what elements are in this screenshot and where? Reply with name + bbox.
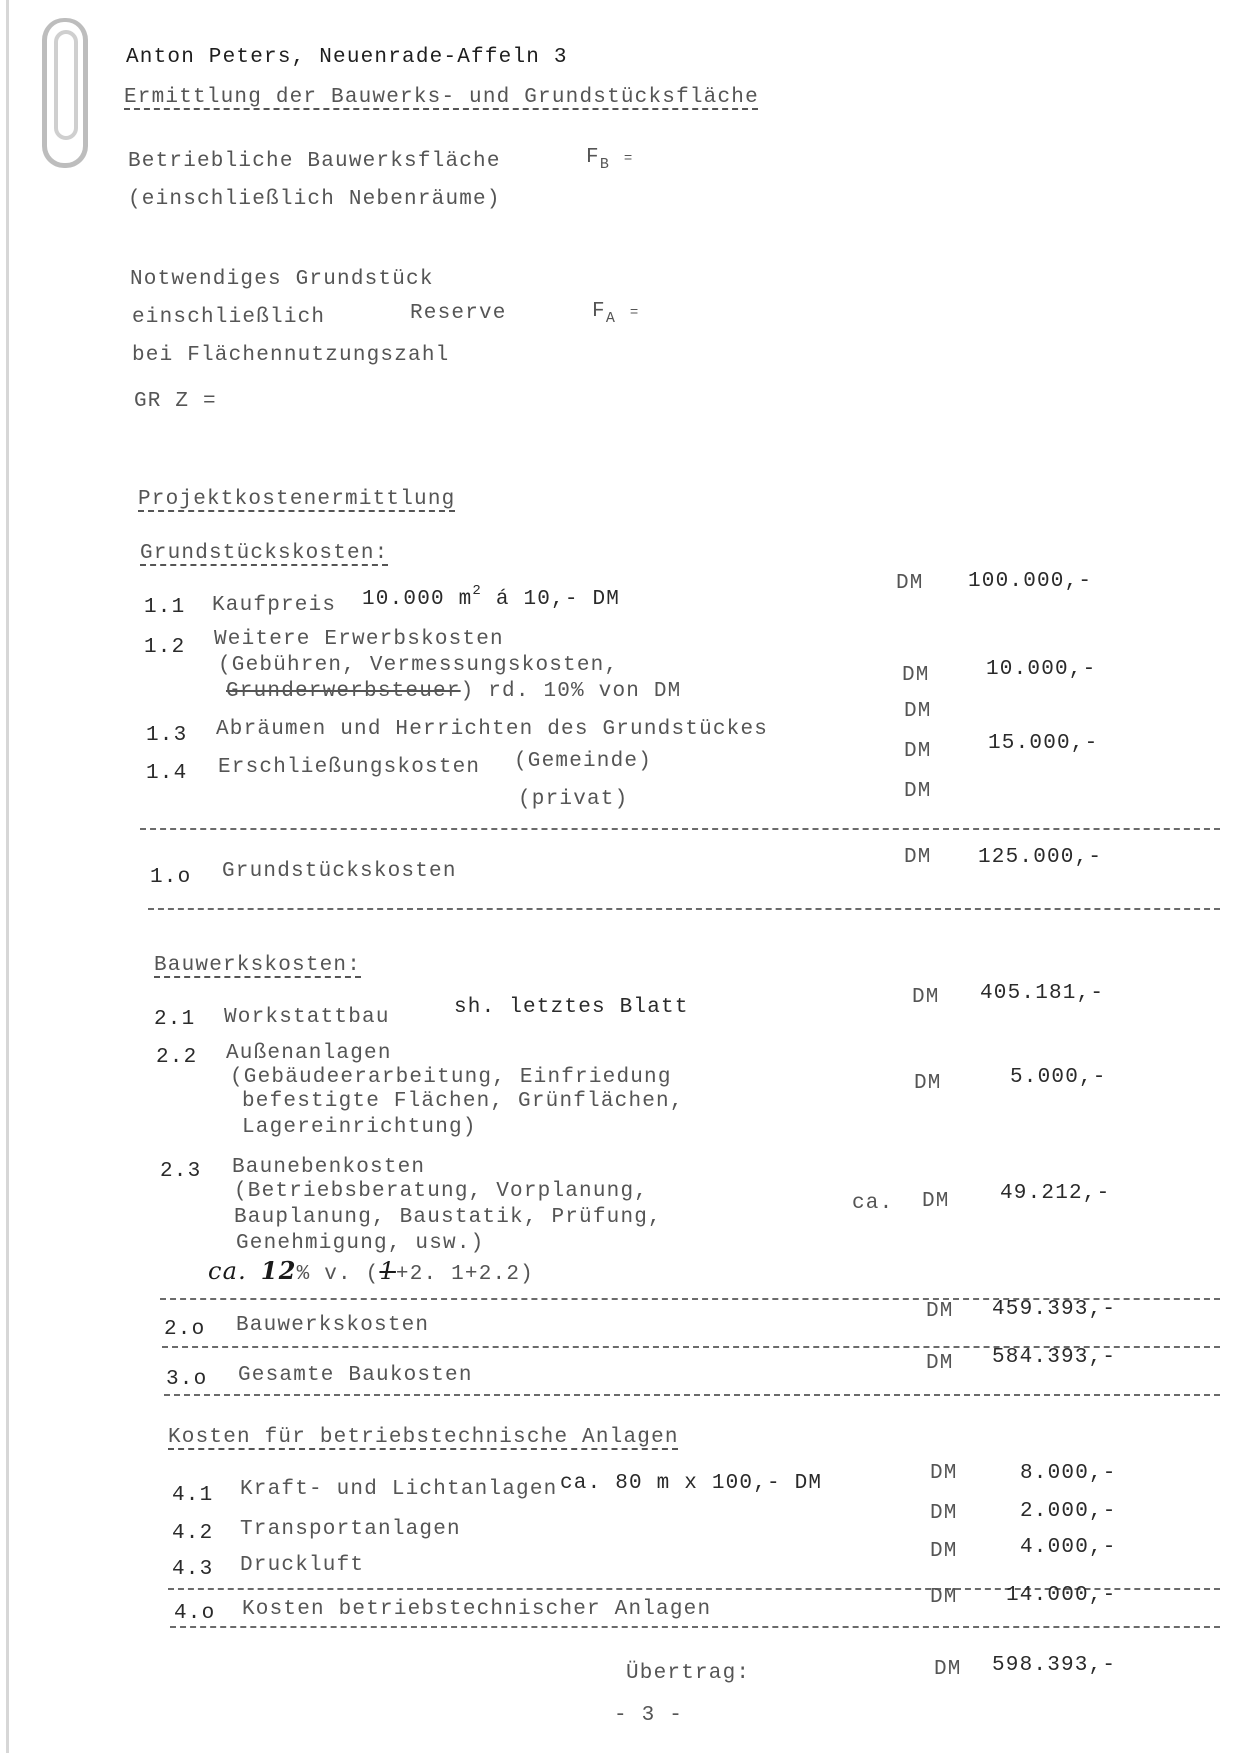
item-1-2-currency: DM <box>902 664 930 687</box>
handwritten-ca: ca. <box>208 1257 247 1285</box>
total-3-currency: DM <box>926 1352 954 1375</box>
total-4-amount: 14.000,- <box>1006 1584 1117 1607</box>
item-2-1-text: Workstattbau <box>224 1006 390 1029</box>
fb-subscript: B <box>599 156 611 173</box>
item-2-2-line3: befestigte Flächen, Grünflächen, <box>242 1090 684 1113</box>
total-1-text: Grundstückskosten <box>222 860 457 883</box>
total-3-number: 3.o <box>166 1368 208 1391</box>
item-1-2-line2: (Gebühren, Vermessungskosten, <box>218 654 619 677</box>
item-2-1-currency: DM <box>912 986 940 1009</box>
item-2-2-line2: (Gebäudeerarbeitung, Einfriedung <box>230 1066 672 1089</box>
item-2-2-amount: 5.000,- <box>1010 1066 1107 1089</box>
item-4-3-number: 4.3 <box>172 1558 214 1581</box>
handwritten-struck-1: 1 <box>379 1257 396 1285</box>
total-2-number: 2.o <box>164 1318 206 1341</box>
item-1-4-gemeinde: (Gemeinde) <box>514 750 653 773</box>
item-2-3-line5: % v. ( <box>296 1263 380 1286</box>
item-1-2-struck-text: Grunderwerbsteuer <box>226 680 461 703</box>
carry-over-amount: 598.393,- <box>992 1654 1117 1677</box>
item-2-1-amount: 405.181,- <box>980 982 1105 1005</box>
item-2-2-number: 2.2 <box>156 1046 198 1069</box>
author-line: Anton Peters, Neuenrade-Affeln 3 <box>126 46 568 69</box>
item-2-3-amount: 49.212,- <box>1000 1182 1111 1205</box>
item-1-1-rate: á 10,- DM <box>495 588 621 611</box>
item-4-1-amount: 8.000,- <box>1020 1462 1117 1485</box>
fa-label-line3: bei Flächennutzungszahl <box>132 344 450 367</box>
item-4-1-currency: DM <box>930 1462 958 1485</box>
total-1-currency: DM <box>904 846 932 869</box>
total-1-amount: 125.000,- <box>978 846 1103 869</box>
fb-formula <box>586 146 634 173</box>
item-4-3-amount: 4.000,- <box>1020 1536 1117 1559</box>
fa-label-reserve: Reserve <box>410 302 507 325</box>
total-2-currency: DM <box>926 1300 954 1323</box>
fa-formula <box>592 300 640 327</box>
item-2-3-line3: Bauplanung, Baustatik, Prüfung, <box>234 1206 662 1229</box>
item-1-4-privat: (privat) <box>518 788 629 811</box>
fb-symbol: F <box>586 146 600 169</box>
item-4-2-number: 4.2 <box>172 1522 214 1545</box>
item-4-3-text: Druckluft <box>240 1554 365 1577</box>
item-1-2-number: 1.2 <box>144 636 186 659</box>
total-4-text: Kosten betriebstechnischer Anlagen <box>242 1598 712 1621</box>
fa-label-line4: GR Z = <box>134 390 217 413</box>
page-edge-shadow <box>6 0 9 1753</box>
fb-label-line2: (einschließlich Nebenräume) <box>128 188 501 211</box>
fa-subscript: A <box>605 310 617 327</box>
anlagen-heading: Kosten für betriebstechnische Anlagen <box>168 1426 679 1449</box>
fb-equals: = <box>623 151 634 167</box>
item-1-3-text: Abräumen und Herrichten des Grundstückes <box>216 718 769 741</box>
item-1-4-number: 1.4 <box>146 762 188 785</box>
paperclip-inner-icon <box>54 30 78 140</box>
item-2-2-currency: DM <box>914 1072 942 1095</box>
item-1-1-detail <box>362 583 621 611</box>
divider-line <box>140 828 1220 830</box>
item-1-2-rest: ) rd. 10% von DM <box>460 680 682 703</box>
item-4-3-currency: DM <box>930 1540 958 1563</box>
carry-over-label: Übertrag: <box>626 1662 751 1685</box>
item-4-2-text: Transportanlagen <box>240 1518 461 1541</box>
item-1-1-text: Kaufpreis <box>212 594 337 617</box>
item-2-1-reference: sh. letztes Blatt <box>454 996 689 1019</box>
item-1-4-amount: 15.000,- <box>988 732 1099 755</box>
item-2-1-number: 2.1 <box>154 1008 196 1031</box>
item-1-1-number: 1.1 <box>144 596 186 619</box>
fb-label-line1: Betriebliche Bauwerksfläche <box>128 150 501 173</box>
fa-label-line1: Notwendiges Grundstück <box>130 268 434 291</box>
item-1-2-line3 <box>226 680 681 703</box>
item-1-4-currency: DM <box>904 740 932 763</box>
item-1-1-currency: DM <box>896 572 924 595</box>
item-2-3-currency: DM <box>922 1190 950 1213</box>
item-2-3-line2: (Betriebsberatung, Vorplanung, <box>234 1180 649 1203</box>
total-1-number: 1.o <box>150 866 192 889</box>
fa-symbol: F <box>592 300 606 323</box>
item-2-2-line1: Außenanlagen <box>226 1042 392 1065</box>
item-4-1-detail: ca. 80 m x 100,- DM <box>560 1472 823 1495</box>
item-1-1-sup: 2 <box>472 583 483 599</box>
fa-equals: = <box>629 305 640 321</box>
item-1-2-amount: 10.000,- <box>986 658 1097 681</box>
item-1-1-qty: 10.000 m <box>362 588 473 611</box>
bau-heading: Bauwerkskosten: <box>154 954 362 977</box>
item-2-3-line4: Genehmigung, usw.) <box>236 1232 485 1255</box>
item-4-2-amount: 2.000,- <box>1020 1500 1117 1523</box>
item-2-2-line4: Lagereinrichtung) <box>242 1116 477 1139</box>
item-1-2-line1: Weitere Erwerbskosten <box>214 628 504 651</box>
item-2-3-number: 2.3 <box>160 1160 202 1183</box>
item-4-2-currency: DM <box>930 1502 958 1525</box>
total-3-amount: 584.393,- <box>992 1346 1117 1369</box>
item-1-3-number: 1.3 <box>146 724 188 747</box>
page-number: - 3 - <box>614 1704 684 1727</box>
item-1-4-privat-currency: DM <box>904 780 932 803</box>
divider-line <box>164 1394 1220 1396</box>
item-4-1-text: Kraft- und Lichtanlagen <box>240 1478 558 1501</box>
total-4-number: 4.o <box>174 1602 216 1625</box>
grund-heading: Grundstückskosten: <box>140 542 389 565</box>
fa-label-line2: einschließlich <box>132 306 326 329</box>
divider-line <box>170 1626 1220 1628</box>
handwritten-percent: 12 <box>260 1256 297 1285</box>
total-2-text: Bauwerkskosten <box>236 1314 430 1337</box>
projekt-heading: Projektkostenermittlung <box>138 488 456 511</box>
item-2-3-ca: ca. <box>852 1192 894 1215</box>
item-2-3-handwritten-note <box>208 1256 534 1286</box>
item-1-4-text: Erschließungskosten <box>218 756 481 779</box>
item-1-1-amount: 100.000,- <box>968 570 1093 593</box>
document-title: Ermittlung der Bauwerks- und Grundstücksfläche <box>124 86 759 109</box>
carry-over-currency: DM <box>934 1658 962 1681</box>
item-1-3-currency: DM <box>904 700 932 723</box>
item-2-3-line5b: +2. 1+2.2) <box>395 1263 534 1286</box>
item-4-1-number: 4.1 <box>172 1484 214 1507</box>
total-4-currency: DM <box>930 1586 958 1609</box>
item-2-3-line1: Baunebenkosten <box>232 1156 426 1179</box>
total-2-amount: 459.393,- <box>992 1298 1117 1321</box>
total-3-text: Gesamte Baukosten <box>238 1364 473 1387</box>
divider-line <box>148 908 1220 910</box>
